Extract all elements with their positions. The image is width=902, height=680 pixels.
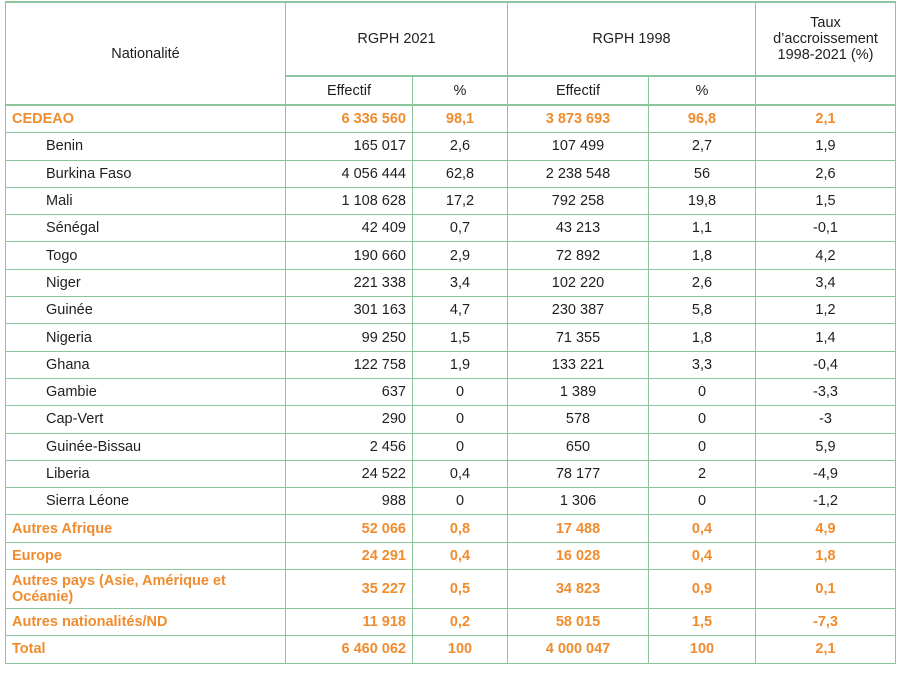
effectif-1998-cell: 1 389 [508, 378, 649, 405]
taux-cell: 4,2 [756, 242, 896, 269]
taux-cell: 5,9 [756, 433, 896, 460]
nationalite-cell: Guinée-Bissau [6, 433, 286, 460]
table-row [6, 133, 896, 160]
taux-cell: 1,8 [756, 542, 896, 569]
pct-1998-cell: 0 [649, 378, 756, 405]
pct-1998-cell: 2,6 [649, 269, 756, 296]
effectif-1998-cell: 72 892 [508, 242, 649, 269]
effectif-2021-cell: 122 758 [286, 351, 413, 378]
nationalite-cell: Liberia [6, 460, 286, 487]
taux-cell: -3 [756, 406, 896, 433]
nationalite-cell: Benin [6, 133, 286, 160]
nationalite-cell: Autres nationalités/ND [6, 609, 286, 636]
nationalite-cell: Sierra Léone [6, 488, 286, 515]
effectif-2021-cell: 6 336 560 [286, 105, 413, 133]
pct-1998-cell: 0,4 [649, 515, 756, 542]
pct-2021-cell: 1,9 [413, 351, 508, 378]
pct-1998-cell: 3,3 [649, 351, 756, 378]
pct-2021-cell: 3,4 [413, 269, 508, 296]
pct-2021-cell: 2,6 [413, 133, 508, 160]
table-row [6, 406, 896, 433]
taux-cell: 4,9 [756, 515, 896, 542]
effectif-2021-cell: 6 460 062 [286, 636, 413, 663]
taux-cell: -0,1 [756, 215, 896, 242]
pct-1998-cell: 56 [649, 160, 756, 187]
effectif-1998-cell: 102 220 [508, 269, 649, 296]
header-taux-empty [756, 76, 896, 105]
nationalite-cell: Autres Afrique [6, 515, 286, 542]
taux-cell: 2,1 [756, 105, 896, 133]
effectif-1998-cell: 71 355 [508, 324, 649, 351]
effectif-1998-cell: 1 306 [508, 488, 649, 515]
nationalite-cell: Guinée [6, 297, 286, 324]
effectif-1998-cell: 133 221 [508, 351, 649, 378]
pct-2021-cell: 0 [413, 433, 508, 460]
effectif-1998-cell: 230 387 [508, 297, 649, 324]
pct-2021-cell: 0,5 [413, 570, 508, 609]
pct-2021-cell: 0 [413, 378, 508, 405]
taux-cell: 1,4 [756, 324, 896, 351]
effectif-1998-cell: 78 177 [508, 460, 649, 487]
taux-cell: -4,9 [756, 460, 896, 487]
pct-1998-cell: 2 [649, 460, 756, 487]
effectif-1998-cell: 107 499 [508, 133, 649, 160]
pct-1998-cell: 2,7 [649, 133, 756, 160]
pct-2021-cell: 1,5 [413, 324, 508, 351]
header-effectif-1998: Effectif [508, 76, 649, 105]
pct-2021-cell: 0,4 [413, 542, 508, 569]
pct-2021-cell: 0,7 [413, 215, 508, 242]
effectif-2021-cell: 11 918 [286, 609, 413, 636]
nationalite-cell: Cap-Vert [6, 406, 286, 433]
pct-2021-cell: 4,7 [413, 297, 508, 324]
taux-cell: 0,1 [756, 570, 896, 609]
table-row [6, 609, 896, 636]
effectif-2021-cell: 221 338 [286, 269, 413, 296]
effectif-1998-cell: 2 238 548 [508, 160, 649, 187]
pct-2021-cell: 17,2 [413, 187, 508, 214]
effectif-1998-cell: 58 015 [508, 609, 649, 636]
effectif-1998-cell: 16 028 [508, 542, 649, 569]
table-row [6, 433, 896, 460]
taux-cell: -1,2 [756, 488, 896, 515]
header-rgph-1998: RGPH 1998 [508, 2, 756, 76]
table-row [6, 542, 896, 569]
header-taux: Taux d’accroissement 1998-2021 (%) [756, 2, 896, 76]
header-nationalite: Nationalité [6, 2, 286, 105]
effectif-1998-cell: 34 823 [508, 570, 649, 609]
effectif-2021-cell: 190 660 [286, 242, 413, 269]
table-body [6, 105, 896, 663]
nationalite-cell: Autres pays (Asie, Amérique et Océanie) [6, 570, 286, 609]
effectif-1998-cell: 4 000 047 [508, 636, 649, 663]
pct-1998-cell: 5,8 [649, 297, 756, 324]
effectif-2021-cell: 4 056 444 [286, 160, 413, 187]
effectif-2021-cell: 42 409 [286, 215, 413, 242]
pct-2021-cell: 2,9 [413, 242, 508, 269]
table-row [6, 105, 896, 133]
header-pct-1998: % [649, 76, 756, 105]
effectif-1998-cell: 650 [508, 433, 649, 460]
pct-1998-cell: 19,8 [649, 187, 756, 214]
pct-1998-cell: 0 [649, 488, 756, 515]
table-row [6, 160, 896, 187]
effectif-2021-cell: 99 250 [286, 324, 413, 351]
pct-2021-cell: 0,8 [413, 515, 508, 542]
taux-cell: 2,6 [756, 160, 896, 187]
pct-1998-cell: 0 [649, 433, 756, 460]
effectif-2021-cell: 165 017 [286, 133, 413, 160]
taux-cell: -3,3 [756, 378, 896, 405]
pct-1998-cell: 96,8 [649, 105, 756, 133]
pct-2021-cell: 100 [413, 636, 508, 663]
effectif-1998-cell: 3 873 693 [508, 105, 649, 133]
effectif-1998-cell: 43 213 [508, 215, 649, 242]
nationalite-cell: CEDEAO [6, 105, 286, 133]
table-row [6, 570, 896, 609]
table-row [6, 488, 896, 515]
nationalite-cell: Nigeria [6, 324, 286, 351]
table-row [6, 378, 896, 405]
table-row [6, 297, 896, 324]
taux-cell: 2,1 [756, 636, 896, 663]
header-effectif-2021: Effectif [286, 76, 413, 105]
taux-cell: -7,3 [756, 609, 896, 636]
table-row [6, 324, 896, 351]
nationalite-cell: Burkina Faso [6, 160, 286, 187]
effectif-2021-cell: 290 [286, 406, 413, 433]
effectif-1998-cell: 578 [508, 406, 649, 433]
pct-1998-cell: 0 [649, 406, 756, 433]
effectif-2021-cell: 24 522 [286, 460, 413, 487]
effectif-1998-cell: 792 258 [508, 187, 649, 214]
nationalite-cell: Sénégal [6, 215, 286, 242]
taux-cell: 3,4 [756, 269, 896, 296]
table-row [6, 215, 896, 242]
effectif-2021-cell: 637 [286, 378, 413, 405]
nationalite-cell: Europe [6, 542, 286, 569]
pct-2021-cell: 0,4 [413, 460, 508, 487]
nationality-table [5, 1, 896, 664]
nationalite-cell: Gambie [6, 378, 286, 405]
pct-2021-cell: 0 [413, 406, 508, 433]
effectif-1998-cell: 17 488 [508, 515, 649, 542]
effectif-2021-cell: 52 066 [286, 515, 413, 542]
header-pct-2021: % [413, 76, 508, 105]
table-row [6, 460, 896, 487]
table-row [6, 187, 896, 214]
pct-2021-cell: 98,1 [413, 105, 508, 133]
pct-1998-cell: 100 [649, 636, 756, 663]
effectif-2021-cell: 35 227 [286, 570, 413, 609]
nationalite-cell: Ghana [6, 351, 286, 378]
table-row [6, 351, 896, 378]
effectif-2021-cell: 301 163 [286, 297, 413, 324]
effectif-2021-cell: 988 [286, 488, 413, 515]
taux-cell: 1,5 [756, 187, 896, 214]
nationalite-cell: Togo [6, 242, 286, 269]
nationalite-cell: Total [6, 636, 286, 663]
table-row [6, 636, 896, 663]
effectif-2021-cell: 1 108 628 [286, 187, 413, 214]
pct-1998-cell: 0,4 [649, 542, 756, 569]
taux-cell: -0,4 [756, 351, 896, 378]
effectif-2021-cell: 24 291 [286, 542, 413, 569]
pct-2021-cell: 0 [413, 488, 508, 515]
nationalite-cell: Niger [6, 269, 286, 296]
table-row [6, 515, 896, 542]
table-row [6, 269, 896, 296]
pct-1998-cell: 1,8 [649, 324, 756, 351]
pct-1998-cell: 1,5 [649, 609, 756, 636]
pct-1998-cell: 1,8 [649, 242, 756, 269]
taux-cell: 1,2 [756, 297, 896, 324]
header-rgph-2021: RGPH 2021 [286, 2, 508, 76]
table-row [6, 242, 896, 269]
pct-2021-cell: 0,2 [413, 609, 508, 636]
pct-2021-cell: 62,8 [413, 160, 508, 187]
nationalite-cell: Mali [6, 187, 286, 214]
pct-1998-cell: 1,1 [649, 215, 756, 242]
pct-1998-cell: 0,9 [649, 570, 756, 609]
taux-cell: 1,9 [756, 133, 896, 160]
effectif-2021-cell: 2 456 [286, 433, 413, 460]
